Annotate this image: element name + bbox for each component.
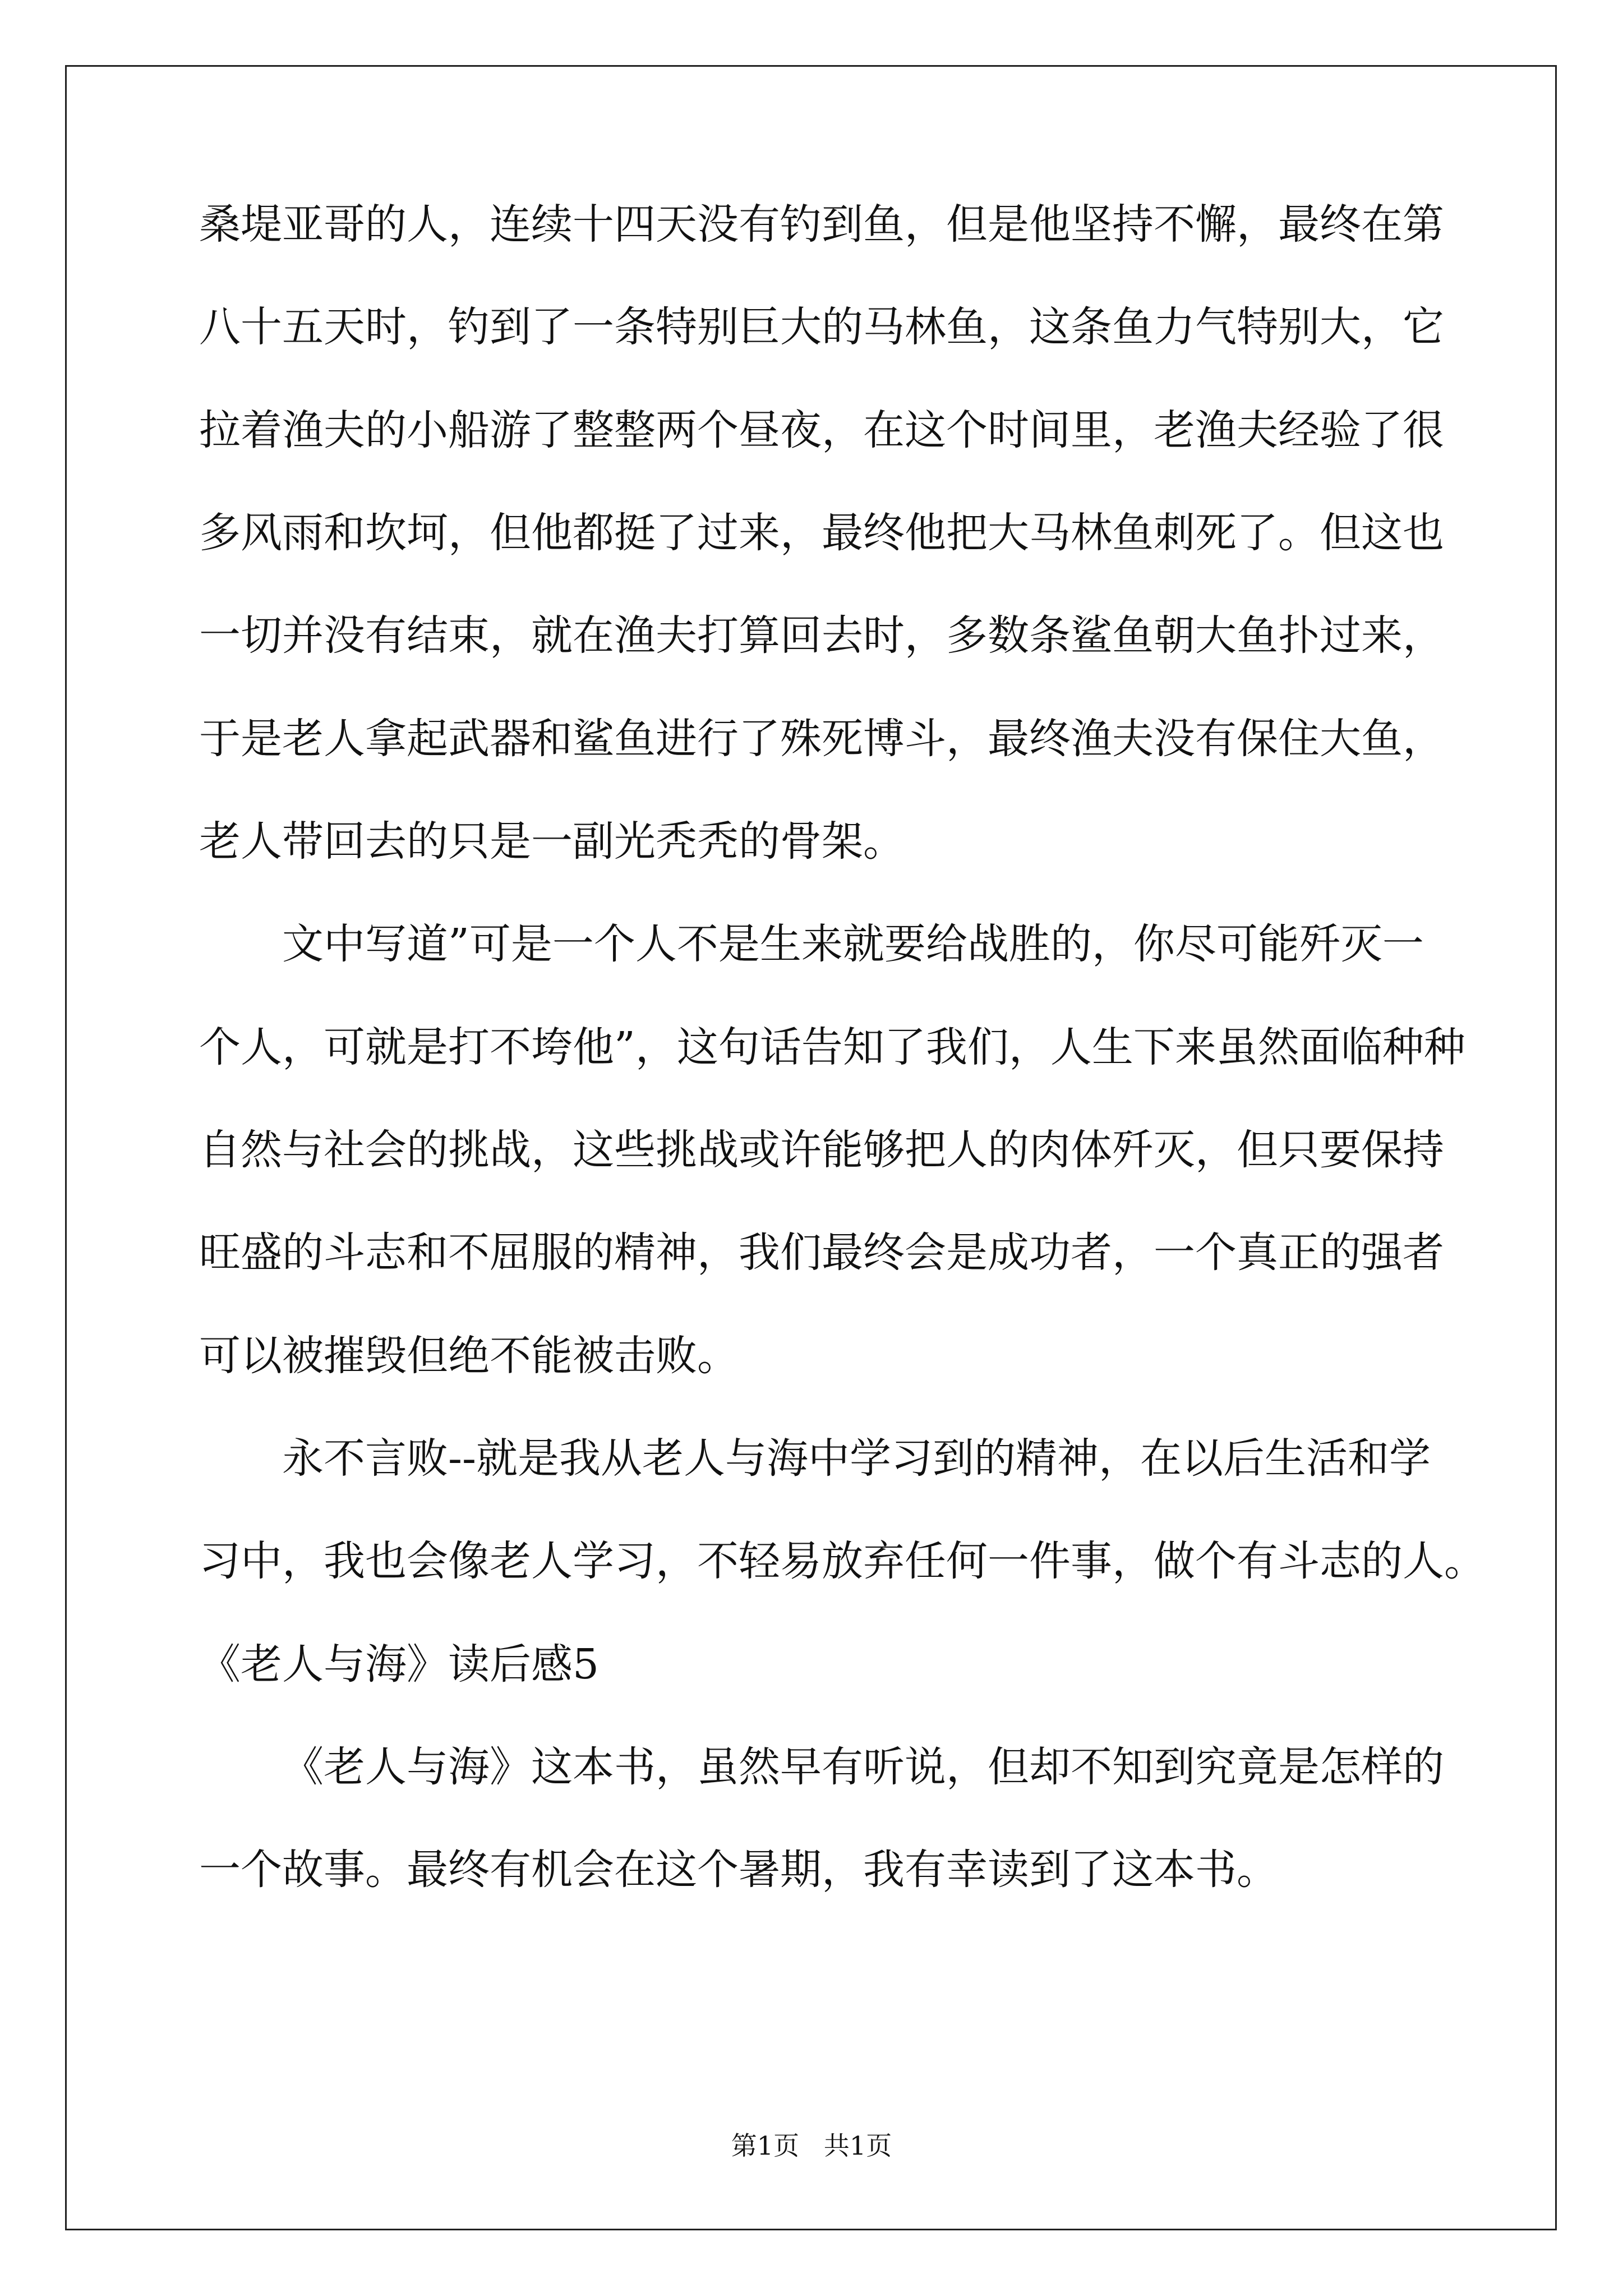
text-line-14: 习中，我也会像老人学习，不轻易放弃任何一件事，做个有斗志的人。 — [199, 1537, 1486, 1585]
paragraph-start-line-13: 永不言败--就是我从老人与海中学习到的精神，在以后生活和学 — [282, 1434, 1431, 1483]
text-line-17: 一个故事。最终有机会在这个暑期，我有幸读到了这本书。 — [199, 1846, 1278, 1894]
text-line-6: 于是老人拿起武器和鲨鱼进行了殊死博斗，最终渔夫没有保住大鱼， — [199, 715, 1444, 763]
text-line-2: 八十五天时，钓到了一条特别巨大的马林鱼，这条鱼力气特别大，它 — [199, 303, 1444, 351]
paragraph-start-line-8: 文中写道”可是一个人不是生来就要给战胜的，你尽可能歼灭一 — [282, 920, 1424, 968]
text-line-12: 可以被摧毁但绝不能被击败。 — [199, 1332, 739, 1380]
text-line-1: 桑堤亚哥的人，连续十四天没有钓到鱼，但是他坚持不懈，最终在第 — [199, 200, 1444, 249]
page-footer: 第1页 共1页 — [731, 2131, 892, 2161]
paragraph-start-line-16: 《老人与海》这本书，虽然早有听说，但却不知到究竟是怎样的 — [282, 1743, 1444, 1791]
text-line-11: 旺盛的斗志和不屈服的精神，我们最终会是成功者，一个真正的强者 — [199, 1228, 1444, 1277]
text-line-9: 个人，可就是打不垮他”，这句话告知了我们，人生下来虽然面临种种 — [199, 1023, 1465, 1071]
text-line-5: 一切并没有结束，就在渔夫打算回去时，多数条鲨鱼朝大鱼扑过来， — [199, 611, 1444, 660]
text-line-3: 拉着渔夫的小船游了整整两个昼夜，在这个时间里，老渔夫经验了很 — [199, 406, 1444, 454]
text-line-7: 老人带回去的只是一副光秃秃的骨架。 — [199, 817, 905, 866]
text-line-10: 自然与社会的挑战，这些挑战或许能够把人的肉体歼灭，但只要保持 — [199, 1126, 1444, 1174]
section-heading: 《老人与海》读后感5 — [199, 1640, 600, 1688]
text-line-4: 多风雨和坎坷，但他都挺了过来，最终他把大马林鱼刺死了。但这也 — [199, 509, 1444, 557]
